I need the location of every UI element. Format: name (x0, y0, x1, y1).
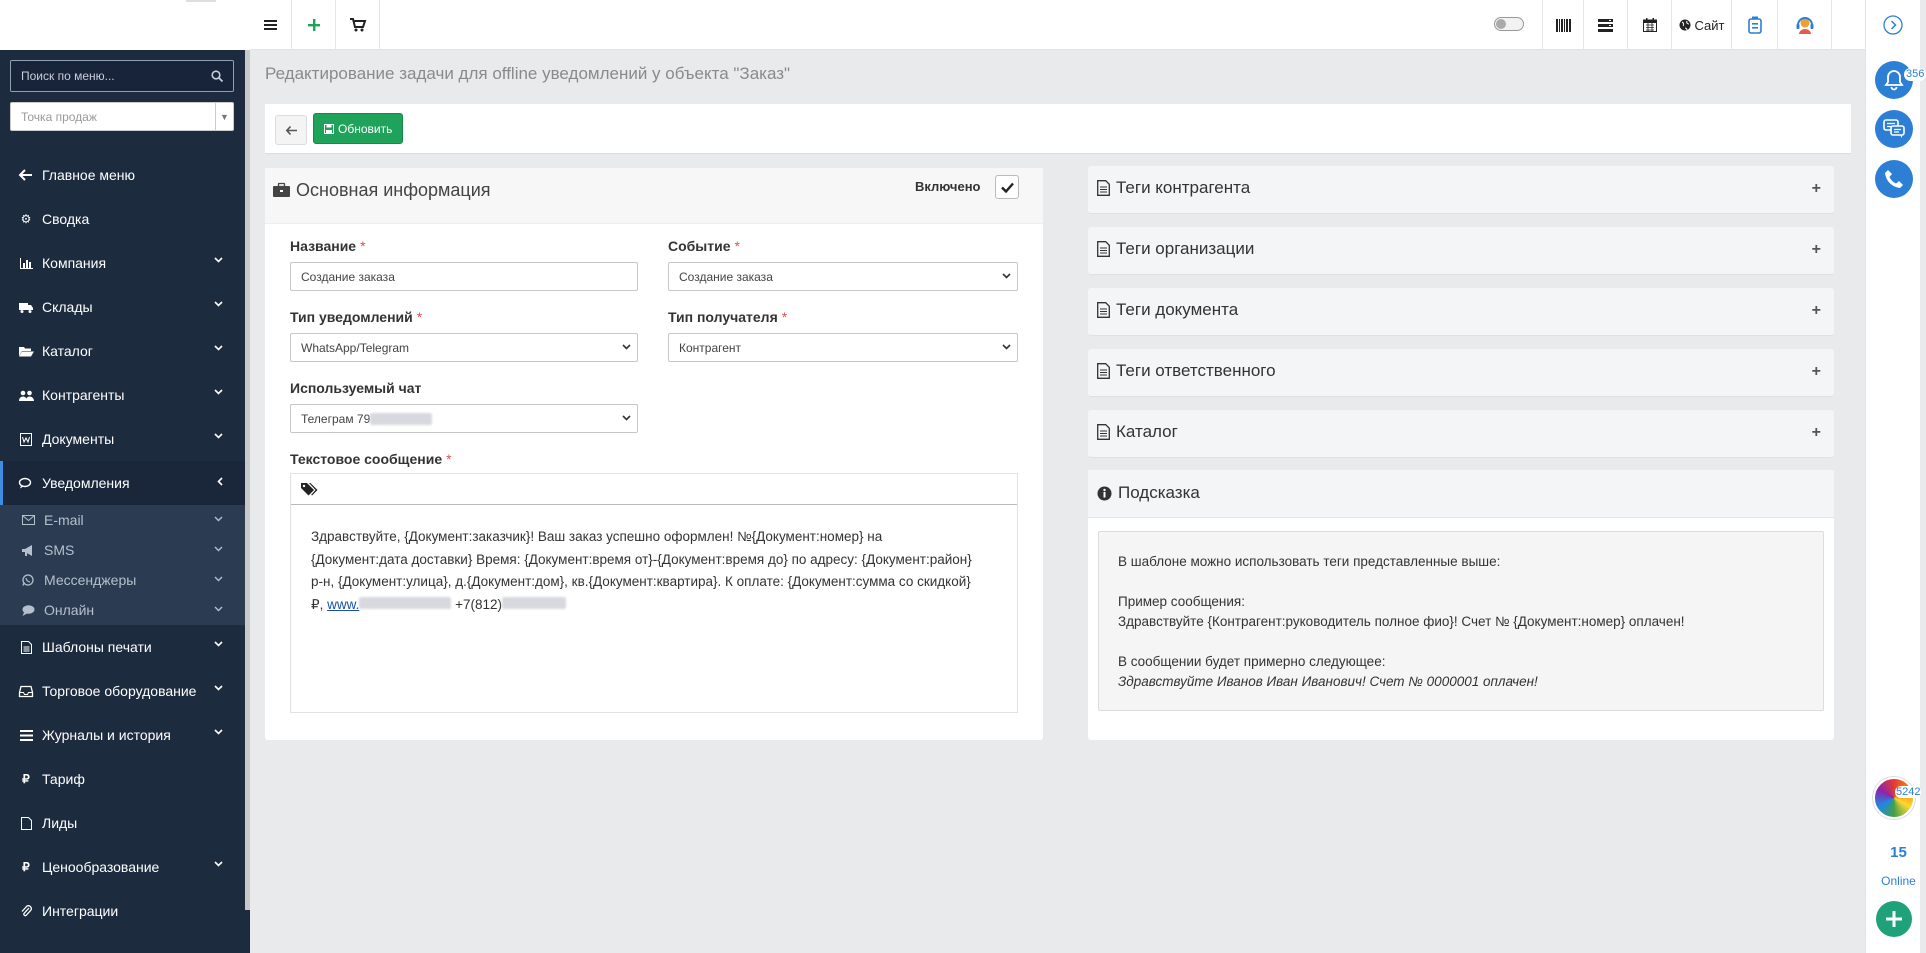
plus-icon (1885, 910, 1903, 928)
sidebar-item-trade-equipment[interactable] (0, 669, 245, 713)
chevron-down-icon (214, 301, 223, 307)
cashier-button[interactable] (1732, 0, 1778, 50)
notification-type-value: WhatsApp/Telegram (301, 340, 410, 355)
message-link[interactable] (327, 597, 451, 612)
event-select-value: Создание заказа (679, 269, 773, 284)
barcode-icon (1556, 19, 1571, 32)
sidebar-scrollbar[interactable] (245, 50, 250, 910)
chevron-down-icon (214, 729, 223, 735)
recipient-type-value: Контрагент (679, 340, 742, 355)
message-line: р-н, {Документ:улица}, д.{Документ:дом}, кв.{Документ:квартира}. К оплате: {Документ:сумма со скидкой} (311, 574, 971, 589)
point-of-sale-select[interactable] (10, 102, 234, 131)
message-label (290, 451, 452, 467)
name-label (290, 238, 366, 254)
sidebar-item-label: Тариф (42, 771, 85, 787)
tags-organization-panel[interactable] (1088, 227, 1834, 275)
name-input[interactable] (290, 262, 638, 291)
tags-responsible-panel[interactable] (1088, 349, 1834, 397)
sidebar-subitem-online[interactable] (0, 595, 245, 625)
users-icon (18, 390, 34, 401)
event-label-text: Событие (668, 238, 731, 254)
notification-type-label (290, 309, 422, 325)
truck-icon (18, 302, 34, 313)
logo (186, 0, 216, 2)
sidebar-item-catalog[interactable] (0, 329, 245, 373)
message-link-text: www. (327, 596, 360, 612)
search-icon (211, 70, 223, 82)
editor-toolbar (291, 474, 1017, 505)
message-label-text: Текстовое сообщение (290, 451, 443, 467)
sidebar-item-label: Лиды (42, 815, 78, 831)
menu-toggle-button[interactable] (250, 0, 292, 50)
tags-panel-title (1097, 239, 1254, 259)
message-text (311, 526, 1011, 616)
sidebar-item-label: Шаблоны печати (42, 639, 152, 655)
chevron-down-icon (622, 344, 631, 350)
sidebar-item-label: Уведомления (42, 475, 130, 491)
message-prefix: ₽, (311, 596, 328, 612)
main-info-header (265, 168, 1043, 224)
bar-chart-icon (18, 258, 34, 269)
chat-icon (1883, 119, 1905, 139)
logo-area (0, 0, 250, 50)
chevron-down-icon: ▼ (215, 103, 233, 130)
chat-button[interactable] (1875, 110, 1913, 148)
add-button[interactable] (292, 0, 336, 50)
chevron-down-icon (214, 606, 223, 612)
cart-button[interactable] (336, 0, 380, 50)
sidebar-item-label: Сводка (42, 211, 90, 227)
notifications-count: 356 (1906, 68, 1925, 80)
message-line: Здравствуйте, {Документ:заказчик}! Ваш заказ успешно оформлен! №{Документ:номер} на (311, 529, 883, 544)
sidebar-item-label: Интеграции (42, 903, 119, 919)
sidebar-item-pricing[interactable] (0, 845, 245, 889)
bullhorn-icon (20, 545, 36, 556)
briefcase-icon (273, 183, 290, 198)
list-icon (18, 730, 34, 741)
sidebar-item-integrations[interactable] (0, 889, 245, 933)
expand-plus-icon[interactable]: + (1811, 180, 1821, 197)
comment-icon (20, 605, 36, 616)
sidebar-item-label: Главное меню (42, 167, 136, 183)
name-input-value: Создание заказа (301, 269, 395, 284)
back-button[interactable] (275, 115, 307, 145)
inbox-icon (18, 686, 34, 697)
chevron-down-icon (214, 389, 223, 395)
update-button[interactable] (313, 113, 403, 144)
chevron-down-icon (214, 685, 223, 691)
notification-type-select[interactable] (290, 333, 638, 362)
calendar-icon (1643, 18, 1657, 32)
sidebar-item-label: Контрагенты (42, 387, 125, 403)
sidebar-item-print-templates[interactable] (0, 625, 245, 669)
main-info-panel (265, 168, 1043, 740)
file-text-icon (18, 641, 34, 654)
cog-icon: ⚙ (20, 212, 32, 226)
required-marker: * (446, 451, 452, 467)
avatar-count: 5242 (1896, 786, 1921, 798)
tags-panel-title-text: Теги документа (1116, 300, 1239, 319)
chat-select[interactable] (290, 404, 638, 433)
enabled-label: Включено (915, 179, 981, 194)
chevron-down-icon (214, 576, 223, 582)
sidebar-item-label: Документы (42, 431, 115, 447)
redacted-text (502, 597, 566, 609)
bell-icon (1883, 69, 1905, 91)
hint-line: Здравствуйте {Контрагент:руководитель полное фио}! Счет № {Документ:номер} оплачен! (1118, 614, 1685, 629)
sidebar-item-notifications[interactable] (0, 461, 245, 505)
action-toolbar (265, 104, 1851, 154)
site-button[interactable] (1672, 0, 1732, 50)
file-text-icon (1097, 180, 1110, 196)
chevron-down-icon (214, 861, 223, 867)
sidebar-item-journals[interactable] (0, 713, 245, 757)
globe-icon (1679, 19, 1691, 31)
file-text-icon (1097, 241, 1110, 257)
support-button[interactable] (1778, 0, 1832, 50)
hint-title-text: Подсказка (1118, 483, 1200, 502)
tags-panel-title-text: Теги организации (1116, 239, 1255, 258)
file-text-icon (1097, 363, 1110, 379)
chevron-down-icon (1002, 273, 1011, 279)
expand-plus-icon[interactable]: + (1811, 424, 1821, 441)
hint-example-text: Здравствуйте Иванов Иван Иванович! Счет № 0000001 оплачен! (1118, 674, 1538, 689)
chat-select-value: Телеграм 79 (301, 411, 371, 426)
paperclip-icon (18, 905, 34, 918)
main-info-title-text: Основная информация (296, 180, 491, 200)
sidebar-item-main-menu[interactable] (0, 153, 245, 197)
sidebar-subitem-sms[interactable] (0, 535, 245, 565)
ruble-icon: ₽ (22, 772, 30, 786)
sidebar-subitem-label: Онлайн (44, 602, 95, 618)
menu-search-placeholder: Поиск по меню... (21, 69, 115, 83)
folder-open-icon (18, 346, 34, 357)
chevron-down-icon (622, 415, 631, 421)
chevron-left-icon (217, 477, 223, 486)
redacted-text (370, 413, 432, 425)
tags-panel-title-text: Каталог (1116, 422, 1178, 441)
hint-title (1097, 483, 1200, 503)
name-label-text: Название (290, 238, 357, 254)
notifications-submenu (0, 505, 245, 625)
hint-panel (1088, 470, 1834, 740)
required-marker: * (360, 238, 366, 254)
sidebar-subitem-label: E-mail (44, 512, 84, 528)
chevron-down-icon (1002, 344, 1011, 350)
arrow-left-icon (18, 170, 34, 180)
chevron-down-icon (214, 433, 223, 439)
calendar-button[interactable] (1628, 0, 1672, 50)
chevron-down-icon (214, 345, 223, 351)
tags-document-panel[interactable] (1088, 288, 1834, 336)
hint-header (1088, 470, 1834, 518)
chat-label-text: Используемый чат (290, 380, 422, 396)
sidebar-item-label: Компания (42, 255, 107, 271)
checkmark-icon (1001, 182, 1014, 193)
notification-type-label-text: Тип уведомлений (290, 309, 413, 325)
message-line: {Документ:дата доставки} Время: {Документ:время от}-{Документ:время до} по адресу: {Документ:район} (311, 551, 972, 567)
quick-add-button[interactable] (1876, 901, 1912, 937)
servers-button[interactable] (1584, 0, 1628, 50)
phone-button[interactable] (1875, 160, 1913, 198)
main-info-title (273, 180, 491, 201)
recipient-type-select[interactable] (668, 333, 1018, 362)
message-phone: +7(812) (451, 596, 503, 612)
update-button-label: Обновить (338, 121, 393, 136)
word-document-icon (18, 433, 34, 446)
event-select[interactable] (668, 262, 1018, 291)
sidebar-item-summary[interactable] (0, 197, 245, 241)
file-text-icon (1097, 302, 1110, 318)
hint-example (1118, 672, 1804, 692)
whatsapp-icon (20, 574, 36, 586)
sidebar-item-contractors[interactable] (0, 373, 245, 417)
point-of-sale-placeholder: Точка продаж (21, 109, 97, 124)
theme-toggle[interactable] (1494, 17, 1524, 31)
tags-panel-title (1097, 361, 1276, 381)
sidebar-item-leads[interactable] (0, 801, 245, 845)
site-label: Сайт (1694, 17, 1725, 33)
event-label (668, 238, 740, 254)
redacted-text (359, 597, 451, 609)
sidebar-subitem-messengers[interactable] (0, 565, 245, 595)
sidebar-item-label: Склады (42, 299, 93, 315)
chat-label (290, 380, 421, 396)
online-label: Online (1881, 874, 1916, 888)
hint-content (1098, 531, 1824, 711)
sidebar-item-company[interactable] (0, 241, 245, 285)
comments-icon (18, 478, 34, 489)
promo-avatar[interactable] (1873, 777, 1915, 819)
barcode-button[interactable] (1542, 0, 1584, 50)
recipient-type-label (668, 309, 787, 325)
sidebar-item-label: Ценообразование (42, 859, 160, 875)
save-icon (324, 124, 334, 134)
required-marker: * (416, 309, 423, 325)
tags-contractor-panel[interactable] (1088, 166, 1834, 214)
hamburger-icon (264, 19, 277, 31)
top-bar (0, 0, 1865, 50)
tags-panel-title (1097, 300, 1238, 320)
message-editor[interactable] (290, 473, 1018, 713)
list-alt-icon (1598, 19, 1613, 32)
required-marker: * (781, 309, 788, 325)
notifications-button[interactable] (1875, 61, 1925, 99)
chevron-down-icon (214, 257, 223, 263)
tags-panel-title (1097, 178, 1250, 198)
sidebar-item-tariff[interactable] (0, 757, 245, 801)
tags-icon[interactable] (301, 483, 317, 496)
support-agent-icon (1795, 15, 1815, 35)
envelope-icon (20, 515, 36, 525)
menu-search-input[interactable] (10, 60, 234, 92)
online-count: 15 (1890, 844, 1907, 861)
sidebar (0, 50, 250, 953)
online-widget[interactable] (1871, 836, 1916, 894)
expand-plus-icon[interactable]: + (1811, 302, 1821, 319)
sidebar-subitem-label: SMS (44, 542, 75, 558)
right-rail (1865, 0, 1925, 953)
recipient-type-label-text: Тип получателя (668, 309, 778, 325)
phone-icon (1883, 168, 1905, 190)
chevron-down-icon (214, 641, 223, 647)
tags-panel-title-text: Теги ответственного (1116, 361, 1276, 380)
hint-line: В сообщении будет примерно следующее: (1118, 654, 1386, 669)
sidebar-subitem-email[interactable] (0, 505, 245, 535)
expand-plus-icon[interactable]: + (1811, 241, 1821, 258)
tags-panel-title-text: Теги контрагента (1116, 178, 1251, 197)
expand-plus-icon[interactable]: + (1811, 363, 1821, 380)
page-title: Редактирование задачи для offline уведомлений у объекта "Заказ" (265, 64, 791, 83)
sidebar-item-documents[interactable] (0, 417, 245, 461)
cashier-icon (1748, 16, 1762, 34)
collapse-chevron-icon[interactable] (1883, 15, 1903, 35)
ruble-icon: ₽ (22, 860, 30, 874)
arrow-left-icon (286, 126, 297, 135)
hint-line: Пример сообщения: (1118, 594, 1245, 609)
plus-icon (308, 19, 320, 31)
enabled-checkbox[interactable] (995, 175, 1019, 199)
tags-panel-title (1097, 422, 1178, 442)
info-circle-icon (1097, 486, 1112, 501)
sidebar-subitem-label: Мессенджеры (44, 572, 137, 588)
sidebar-item-label: Торговое оборудование (42, 683, 197, 699)
cart-icon (350, 18, 366, 32)
sidebar-item-warehouses[interactable] (0, 285, 245, 329)
file-text-icon (1097, 424, 1110, 440)
message-line (311, 594, 1011, 617)
chevron-down-icon (214, 516, 223, 522)
sidebar-item-label: Журналы и история (42, 727, 171, 743)
catalog-panel[interactable] (1088, 410, 1834, 458)
document-icon (18, 817, 34, 830)
chevron-down-icon (214, 546, 223, 552)
sidebar-item-label: Каталог (42, 343, 93, 359)
required-marker: * (734, 238, 740, 254)
hint-line: В шаблоне можно использовать теги представленные выше: (1118, 554, 1501, 569)
